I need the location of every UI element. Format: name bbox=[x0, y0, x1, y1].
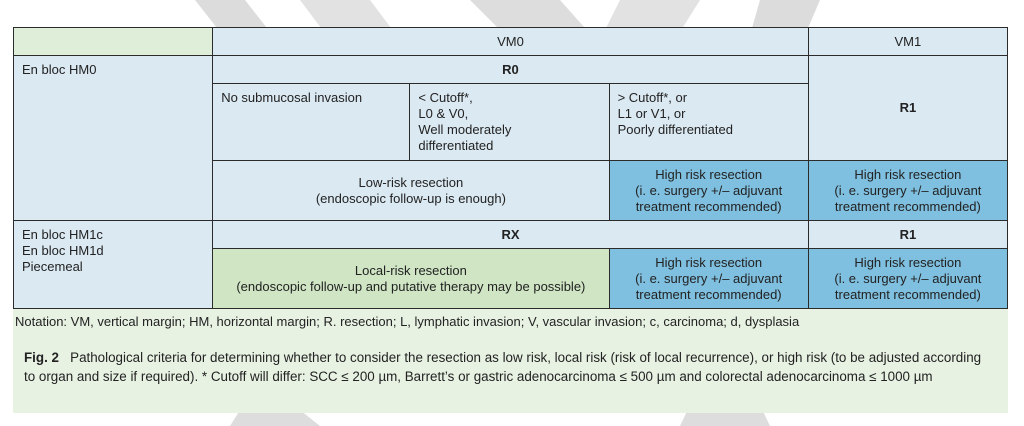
header-vm0: VM0 bbox=[213, 28, 809, 56]
high-risk-cell bbox=[609, 161, 808, 221]
row-label-line: En bloc HM1c bbox=[22, 227, 103, 242]
local-risk-cell bbox=[213, 249, 609, 309]
r1-cell-bottom: R1 bbox=[808, 221, 1007, 249]
high-risk-line: (i. e. surgery +/– adjuvant bbox=[834, 270, 982, 286]
below-cutoff-line: differentiated bbox=[418, 138, 494, 153]
caption-text: Pathological criteria for determining whether to consider the resection as low risk, local risk (risk of local recurrence), or high risk (to be adjusted according to organ and size if required). * Cutoff will differ: SCC ≤ 200 µm, Barrett’s or gastric adenocarcinoma ≤ 500 µm and colorectal adenocarcinoma ≤ 1000 µm bbox=[24, 350, 982, 384]
high-risk-line: treatment recommended) bbox=[635, 198, 782, 214]
notation-text: Notation: VM, vertical margin; HM, horizontal margin; R. resection; L, lymphatic invasion; V, vascular invasion; c, carcinoma; d, dysplasia bbox=[15, 314, 800, 329]
high-risk-line: (i. e. surgery +/– adjuvant bbox=[635, 270, 783, 286]
local-risk-line: (endoscopic follow-up and putative therapy may be possible) bbox=[236, 278, 586, 294]
high-risk-line: (i. e. surgery +/– adjuvant bbox=[834, 182, 982, 198]
low-risk-line: Low-risk resection bbox=[358, 174, 464, 190]
local-risk-line: Local-risk resection bbox=[354, 262, 467, 278]
above-cutoff-line: Poorly differentiated bbox=[617, 122, 733, 137]
below-cutoff-cell bbox=[410, 84, 609, 161]
high-risk-line: High risk resection bbox=[854, 254, 962, 270]
rx-cell: RX bbox=[213, 221, 809, 249]
high-risk-line: High risk resection bbox=[655, 254, 763, 270]
row-label-line: Piecemeal bbox=[22, 259, 83, 274]
low-risk-line: (endoscopic follow-up is enough) bbox=[315, 190, 506, 206]
high-risk-cell bbox=[808, 161, 1007, 221]
high-risk-line: High risk resection bbox=[854, 166, 962, 182]
criteria-table bbox=[13, 27, 1008, 309]
caption-label: Fig. 2 bbox=[24, 350, 59, 365]
figure-caption bbox=[24, 348, 989, 386]
below-cutoff-line: < Cutoff*, bbox=[418, 90, 473, 105]
header-vm1: VM1 bbox=[808, 28, 1007, 56]
above-cutoff-line: L1 or V1, or bbox=[617, 106, 686, 121]
row-label-other bbox=[14, 221, 213, 309]
r1-cell-top: R1 bbox=[808, 56, 1007, 161]
below-cutoff-line: Well moderately bbox=[418, 122, 512, 137]
row-label-line: En bloc HM1d bbox=[22, 243, 104, 258]
row-label-en-bloc-hm0: En bloc HM0 bbox=[14, 56, 213, 221]
high-risk-line: treatment recommended) bbox=[834, 286, 981, 302]
high-risk-cell bbox=[808, 249, 1007, 309]
above-cutoff-line: > Cutoff*, or bbox=[617, 90, 688, 105]
high-risk-cell bbox=[609, 249, 808, 309]
above-cutoff-cell bbox=[609, 84, 808, 161]
corner-cell bbox=[14, 28, 213, 56]
below-cutoff-line: L0 & V0, bbox=[418, 106, 469, 121]
no-submucosal-cell: No submucosal invasion bbox=[213, 84, 410, 161]
high-risk-line: (i. e. surgery +/– adjuvant bbox=[635, 182, 783, 198]
r0-cell: R0 bbox=[213, 56, 809, 84]
high-risk-line: treatment recommended) bbox=[635, 286, 782, 302]
high-risk-line: treatment recommended) bbox=[834, 198, 981, 214]
high-risk-line: High risk resection bbox=[655, 166, 763, 182]
low-risk-cell bbox=[213, 161, 609, 221]
